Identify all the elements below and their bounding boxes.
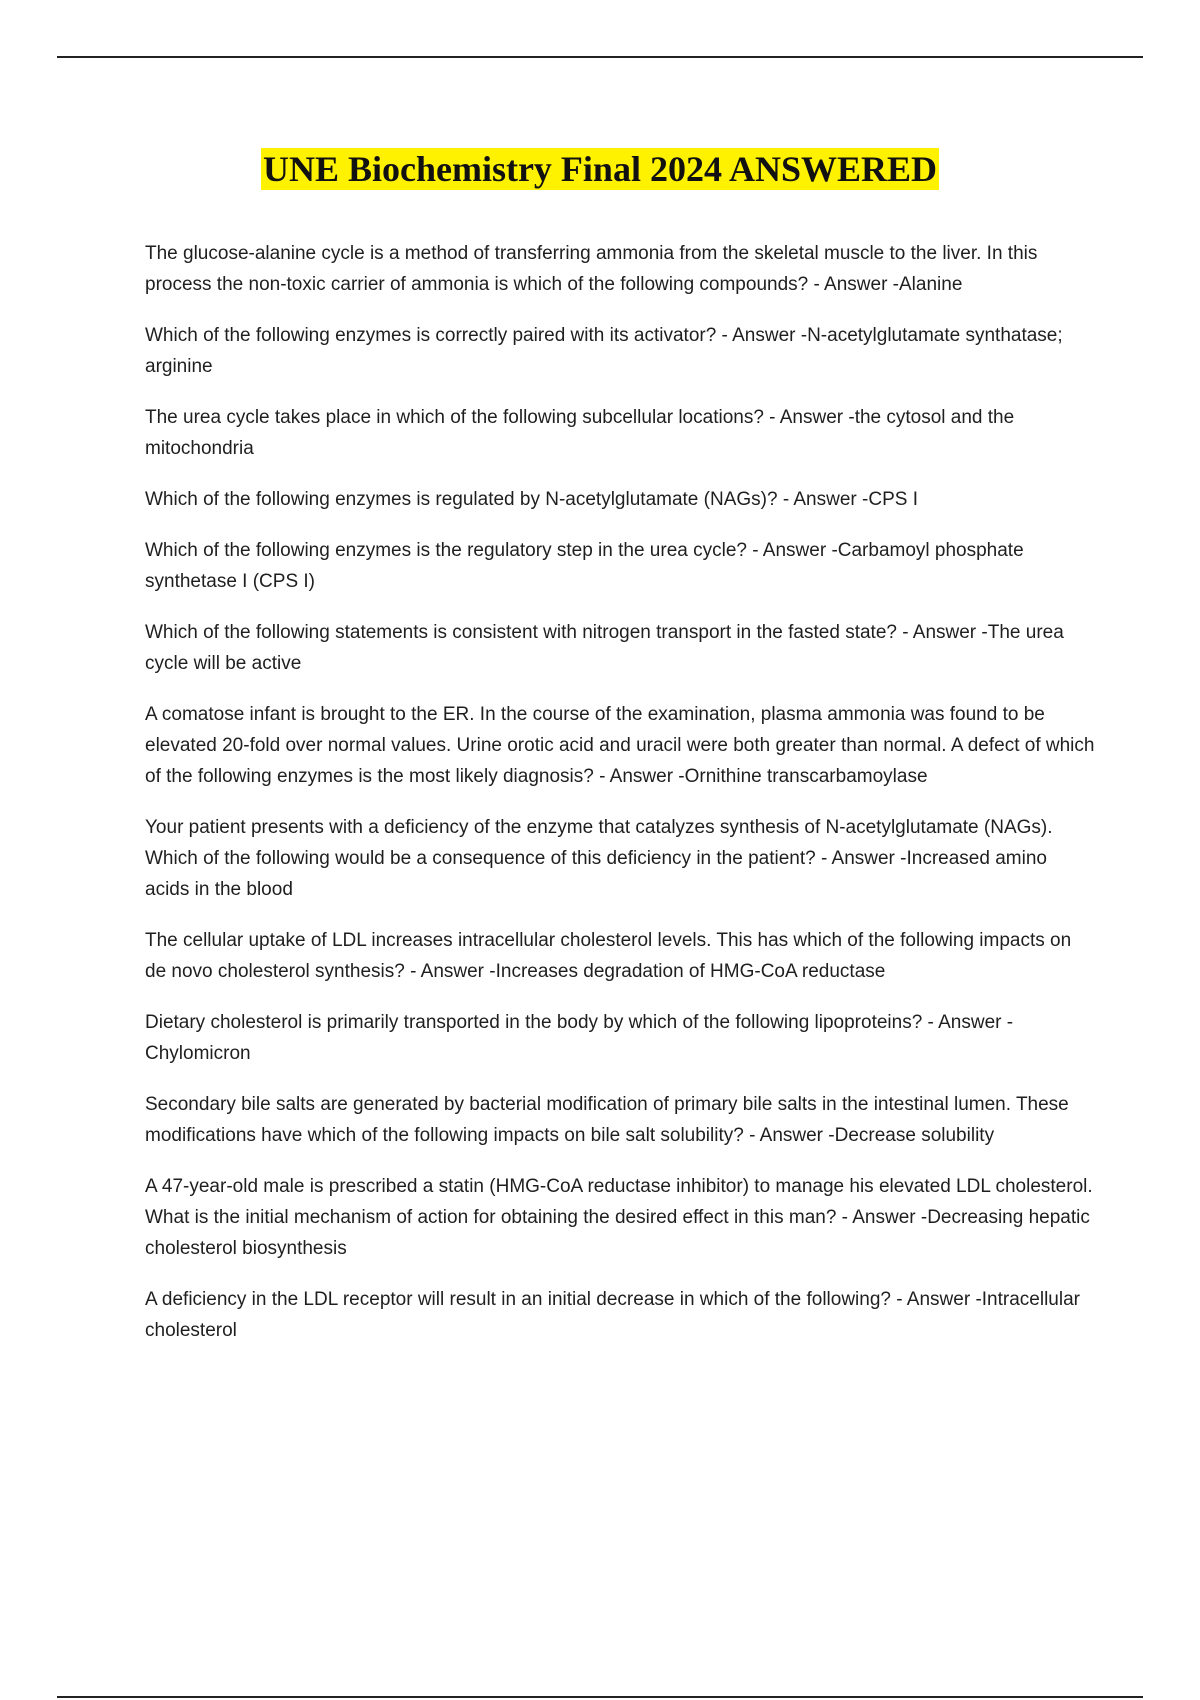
bottom-divider (57, 1696, 1143, 1698)
qa-item-2: Which of the following enzymes is correctly paired with its activator? - Answer -N-acetylglutamate synthatase; arginine (145, 325, 1063, 377)
qa-item-3: The urea cycle takes place in which of the following subcellular locations? - Answer -the cytosol and the mitochondria (145, 407, 1015, 459)
document-title: UNE Biochemistry Final 2024 ANSWERED (262, 149, 938, 189)
qa-item-11: Secondary bile salts are generated by bacterial modification of primary bile salts in the intestinal lumen. These modifications have which of the following impacts on bile salt solubility? - Answer -Decrease solubility (145, 1094, 1069, 1146)
title-container (0, 148, 1200, 190)
qa-item-10: Dietary cholesterol is primarily transported in the body by which of the following lipoproteins? - Answer -Chylomicron (145, 1012, 1014, 1064)
qa-item-8: Your patient presents with a deficiency of the enzyme that catalyzes synthesis of N-acetylglutamate (NAGs). Which of the following would be a consequence of this deficiency in the patient? - Answer -Increased amino acids in the blood (145, 817, 1053, 900)
question-answer-list (145, 238, 1095, 1366)
qa-item-4: Which of the following enzymes is regulated by N-acetylglutamate (NAGs)? - Answer -CPS I (145, 489, 918, 510)
qa-item-5: Which of the following enzymes is the regulatory step in the urea cycle? - Answer -Carbamoyl phosphate synthetase I (CPS I) (145, 540, 1024, 592)
top-divider (57, 56, 1143, 58)
qa-item-13: A deficiency in the LDL receptor will result in an initial decrease in which of the following? - Answer -Intracellular cholesterol (145, 1289, 1080, 1341)
qa-item-6: Which of the following statements is consistent with nitrogen transport in the fasted state? - Answer -The urea cycle will be active (145, 622, 1064, 674)
qa-item-12: A 47-year-old male is prescribed a statin (HMG-CoA reductase inhibitor) to manage his elevated LDL cholesterol. What is the initial mechanism of action for obtaining the desired effect in this man? - Answer -Decreasing hepatic cholesterol biosynthesis (145, 1176, 1093, 1259)
qa-item-1: The glucose-alanine cycle is a method of transferring ammonia from the skeletal muscle to the liver. In this process the non-toxic carrier of ammonia is which of the following compounds? - Answer -Alanine (145, 243, 1038, 295)
qa-item-7: A comatose infant is brought to the ER. In the course of the examination, plasma ammonia was found to be elevated 20-fold over normal values. Urine orotic acid and uracil were both greater than normal. A defect of which of the following enzymes is the most likely diagnosis? - Answer -Ornithine transcarbamoylase (145, 704, 1095, 787)
qa-item-9: The cellular uptake of LDL increases intracellular cholesterol levels. This has which of the following impacts on de novo cholesterol synthesis? - Answer -Increases degradation of HMG-CoA reductase (145, 930, 1072, 982)
